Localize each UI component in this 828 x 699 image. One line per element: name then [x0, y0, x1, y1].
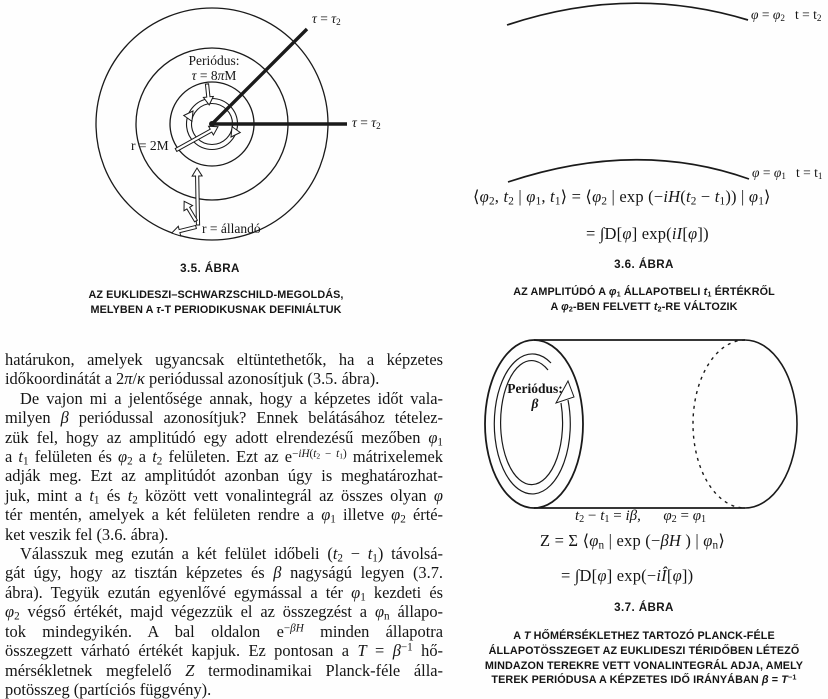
text-line: Válasszuk meg ezután a két felület időbeli $(t_2 - t_1)$ távolsá- [20, 544, 443, 565]
label-surface-top: $\varphi = \varphi_2$ $t = t_2$ [751, 7, 822, 24]
label-tau-horizontal: $\tau = \tau_2$ [352, 115, 381, 132]
body-text [5, 350, 443, 699]
label-r-const: r = állandó [202, 221, 261, 236]
text-line: milyen β periódussal azonosítjuk? Ennek belátásához tételez- [5, 408, 444, 428]
label-tau-diagonal: $\tau = \tau_2$ [312, 11, 341, 28]
text-line: ábra). Tegyük ezután egyenlővé egymással a tér $\varphi_1$ kezdeti és [5, 582, 443, 604]
period-arrow-icon [202, 83, 214, 105]
equation-partition-integral: = ∫D[φ] exp(−iÎ[φ]) [561, 566, 694, 585]
caption-line: A $\varphi_2$-BEN FELVETT $t_2-RE$ VÁLTOZIK [550, 300, 738, 314]
text-line: gát úgy, hogy az tisztán képzetes és β nagyságú legyen (3.7. [5, 563, 443, 583]
surface-arc-top [507, 3, 748, 25]
text-line: határukon, amelyek ugyancsak eltüntethetők, ha a képzetes [5, 350, 443, 369]
text-line: a $t_1$ felületen és $\varphi_2$ a $t_2$ felületen. Ezt az $e^{-iH(t_2 - t_1)}$ mátrixelemek [5, 447, 443, 468]
label-period-35-line2: τ = 8πM [191, 68, 237, 83]
label-r-2m: r = 2M [131, 138, 169, 153]
figure-3-6-diagram [460, 0, 828, 185]
text-line: tok mindegyikén. A bal oldalon $e^{-\beta H}$ minden állapotra [5, 621, 443, 641]
caption-line: AZ EUKLIDESZI–SCHWARZSCHILD-MEGOLDÁS, [88, 289, 344, 301]
text-line: De vajon mi a jelentősége annak, hogy a képzetes időt vala- [20, 388, 443, 408]
figure-3-7-diagram [460, 335, 828, 520]
caption-line: MINDAZON TEREKRE VETT VONALINTEGRÁL ADJA, AMELY [484, 659, 804, 672]
label-period-37-line1: Periódus: [507, 381, 563, 396]
figure-3-6-caption [458, 285, 828, 315]
label-period-35 [168, 53, 260, 83]
caption-line: AZ AMPLITÚDÓ A $\varphi_1$ ÁLLAPOTBELI $t_1$ ÉRTÉKRŐL [513, 286, 775, 299]
equation-amplitude: $⟨\varphi_2$, $t_2$ | $\varphi_1$, $t_1⟩$ = $⟨\varphi_2$ | $\exp (-iH(t_2 - t_1))$ | $\varphi_1⟩$ [473, 187, 771, 208]
equation-partition-sum: Z = Σ $⟨\varphi_n$ | exp (−βH ) | $\varphi_n⟩$ [540, 531, 725, 552]
figure-3-7-number: 3.7. ÁBRA [614, 601, 674, 614]
text-line: juk, mint a $t_1$ és $t_2$ között vett vonalintegrál az összes olyan φ [5, 485, 443, 507]
text-line: adják meg. Ezt az amplitúdót azonban úgy is meghatározhat- [5, 466, 443, 486]
figure-3-5-number: 3.5. ÁBRA [180, 262, 240, 275]
text-line: mérsékletnek megfelelő Z termodinamikai Planck-féle álla- [5, 660, 443, 680]
text-line: összegzett várható értékét kapjuk. Ez pontosan a $T = \beta^{-1}$ hő- [5, 641, 443, 661]
cylinder-right-face-dashed [693, 340, 745, 508]
figure-3-5-caption [10, 288, 422, 318]
figure-3-6-number: 3.6. ÁBRA [614, 258, 674, 271]
text-line: időkoordinátát a 2π/κ periódussal azonosítjuk (3.5. ábra). [5, 369, 380, 389]
cylinder-right-face-solid [745, 340, 797, 508]
text-line: $\varphi_2$ végső értékét, majd végezzük el az összegzést a $\varphi_n$ állapo- [5, 602, 443, 623]
caption-line: A T HŐMÉRSÉKLETHEZ TARTOZÓ PLANCK-FÉLE [513, 630, 775, 642]
label-under-cylinder: $t_2 - t_1 = i\beta$, $\varphi_2 = \varphi_1$ [575, 508, 707, 526]
text-line: ket veszik fel (3.6. ábra). [5, 524, 169, 544]
text-line: potösszeg (partíciós függvény). [5, 679, 212, 699]
caption-line: TEREK PERIÓDUSA A KÉPZETES IDŐ IRÁNYÁBAN $\beta = T^{-1}$ [491, 672, 797, 687]
text-line: zük fel, hogy az amplitúdó egy adott elrendezésű mezőben $\varphi_1$ [5, 427, 443, 449]
equation-path-integral: = ∫D[φ] exp(iI[φ]) [586, 224, 709, 243]
label-period-37 [492, 381, 578, 411]
label-surface-bottom: $\varphi = \varphi_1$ $t = t_1$ [752, 165, 823, 182]
caption-line: ÁLLAPOTÖSSZEGET AZ EUKLIDESZI TÉRIDŐBEN LÉTEZŐ [488, 644, 800, 657]
label-period-37-line2: β [531, 396, 539, 411]
period-ribbon-inner [501, 361, 563, 485]
cylinder-left-face [485, 340, 583, 508]
figure-3-7-caption [458, 629, 828, 688]
caption-line: MELYBEN A τ-T PERIODIKUSNAK DEFINIÁLTUK [90, 303, 342, 316]
period-ribbon-outer [494, 354, 570, 494]
label-period-35-line1: Periódus: [188, 53, 240, 68]
r-const-arrow-left-icon [171, 222, 198, 238]
text-line: tér mentén, amelyek a két felületen rendre a $\varphi_1$ illetve $\varphi_2$ érté- [5, 505, 444, 526]
surface-arc-bottom [508, 160, 749, 182]
